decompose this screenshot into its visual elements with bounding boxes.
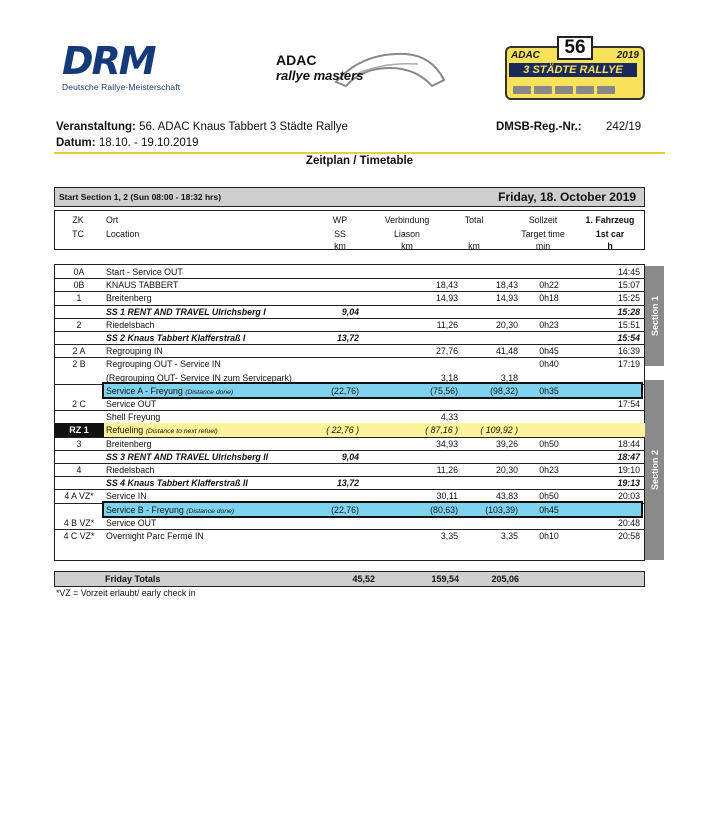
cell-total: 18,43: [495, 280, 518, 291]
table-row: [54, 278, 645, 291]
totals-ss: 45,52: [352, 574, 375, 584]
col-tc: TC: [72, 229, 84, 239]
cell-first: 17:19: [617, 359, 640, 370]
cell-target: 0h45: [539, 346, 559, 357]
cell-liason: 18,43: [435, 280, 458, 291]
cell-ss: 13,72: [336, 333, 359, 343]
cell-first: 19:10: [617, 465, 640, 475]
cell-ss: 13,72: [336, 478, 359, 489]
cell-total: ( 109,92 ): [480, 425, 518, 436]
cell-tc: 4 A VZ*: [64, 491, 94, 502]
adac-text: ADAC: [276, 52, 317, 68]
cell-location: Start - Service OUT: [106, 267, 183, 277]
cell-location: SS 3 RENT AND TRAVEL Ulrichsberg II: [106, 451, 269, 462]
cell-first: 20:03: [617, 491, 640, 502]
section-2-tab: [645, 380, 664, 560]
date-label: Datum:: [56, 137, 96, 149]
table-row: [54, 437, 645, 450]
cell-total: 3,18: [500, 372, 518, 383]
cell-tc: 2 A: [72, 346, 86, 357]
cell-location: Riedelsbach: [106, 465, 155, 475]
table-row: [54, 516, 645, 529]
cell-first: 15:07: [617, 280, 640, 291]
reg-value: 242/19: [606, 121, 642, 133]
cell-location: SS 1 RENT AND TRAVEL Ulrichsberg I: [106, 306, 266, 317]
cell-location: SS 2 Knaus Tabbert Klafferstraß I: [106, 333, 246, 343]
section-bar: [54, 187, 645, 207]
col-target: Target time: [521, 229, 565, 239]
col-ort: Ort: [106, 215, 119, 225]
cell-target: 0h35: [539, 385, 559, 396]
cell-first: 20:48: [617, 517, 640, 528]
cell-target: 0h40: [539, 359, 559, 370]
col-wp: WP: [332, 215, 348, 225]
cell-liason: ( 87,16 ): [425, 425, 458, 436]
cell-tc: 4 B VZ*: [63, 517, 95, 528]
event-line: [56, 121, 348, 133]
drm-logo: [62, 39, 182, 92]
cell-location: Regrouping OUT - Service IN: [106, 359, 221, 370]
col-h: h: [607, 241, 613, 251]
cell-location-wrap: [106, 505, 234, 515]
cell-target: 0h50: [539, 491, 559, 502]
cell-location: Breitenberg: [106, 438, 152, 449]
cell-first: 15:51: [617, 319, 640, 330]
cell-first: 18:44: [617, 438, 640, 449]
cell-location: Service B - Freyung: [106, 504, 184, 515]
table-row: [54, 489, 645, 502]
cell-location: Overnight Parc Fermé IN: [106, 531, 204, 541]
rallye-badge-name: 3 STÄDTE RALLYE: [509, 63, 637, 77]
cell-location: Refueling: [106, 425, 144, 436]
table-row: [54, 331, 645, 344]
col-sollzeit: Sollzeit: [528, 215, 558, 225]
footnote: *VZ = Vorzeit erlaubt/ early check in: [56, 588, 196, 598]
cell-location: Service A - Freyung: [106, 385, 183, 396]
table-row: [104, 423, 645, 436]
section-bar-date: Friday, 18. October 2019: [498, 190, 636, 204]
adac-rallye-masters-logo: [270, 46, 450, 96]
cell-liason: 11,26: [436, 465, 458, 475]
cell-location: Service OUT: [106, 517, 157, 528]
col-zk: ZK: [72, 215, 84, 225]
cell-first: 17:54: [617, 399, 640, 409]
cell-location-note: (Distance done): [185, 388, 234, 396]
cell-total: 43,83: [495, 491, 518, 502]
cell-liason: 27,76: [435, 346, 458, 357]
cell-total: (103,39): [485, 504, 518, 515]
cell-liason: (80,63): [430, 504, 458, 515]
cell-ss: ( 22,76 ): [326, 425, 359, 436]
table-row: [54, 463, 645, 476]
rallye-number: 56: [557, 36, 593, 60]
table-row: [54, 291, 645, 304]
cell-ss: 9,04: [341, 451, 359, 462]
cell-target: 0h50: [539, 438, 559, 449]
table-row: [54, 450, 645, 463]
col-km3: km: [468, 241, 480, 251]
cell-target: 0h23: [539, 465, 559, 475]
col-total: Total: [464, 215, 484, 225]
col-verbindung: Verbindung: [384, 215, 430, 225]
reg-label: DMSB-Reg.-Nr.:: [496, 121, 582, 133]
cell-tc: 0A: [73, 267, 85, 277]
cell-tc: 2 B: [72, 359, 86, 370]
rallye-badge-year: 2019: [616, 50, 639, 61]
cell-location: SS 4 Knaus Tabbert Klafferstraß II: [106, 478, 248, 489]
cell-total: 39,26: [495, 438, 518, 449]
yellow-divider: [54, 152, 665, 154]
cell-liason: 4,33: [440, 412, 458, 423]
rallye-badge-adac: ADAC: [511, 50, 540, 61]
cell-first: 14:45: [617, 267, 640, 277]
cell-liason: 34,93: [435, 438, 458, 449]
cell-total: 20,30: [495, 319, 518, 330]
cell-liason: 14,93: [435, 293, 458, 304]
cell-ss: (22,76): [331, 504, 359, 515]
event-value: 56. ADAC Knaus Tabbert 3 Städte Rallye: [139, 121, 348, 133]
cell-tc: 2 C: [72, 399, 86, 409]
date-line: [56, 137, 199, 149]
date-value: 18.10. - 19.10.2019: [98, 137, 199, 149]
cell-target: 0h22: [539, 280, 559, 291]
cell-total: (98,32): [490, 385, 518, 396]
section-2-label: Section 2: [649, 449, 660, 491]
cell-tc: 1: [76, 293, 82, 304]
cell-first: 15:25: [617, 293, 640, 304]
table-row: [54, 410, 645, 423]
3-staedte-rallye-logo: [505, 36, 645, 100]
event-label: Veranstaltung:: [56, 121, 136, 133]
cell-target: 0h10: [539, 531, 559, 541]
table-row: [54, 344, 645, 357]
cell-liason: 30,11: [436, 491, 458, 502]
cell-liason: 3,18: [440, 372, 458, 383]
table-row: [54, 476, 645, 489]
cell-location: Breitenberg: [106, 293, 152, 304]
cell-location-note: (Distance done): [186, 507, 235, 515]
table-row: [54, 318, 645, 331]
friday-totals-row: [54, 571, 645, 587]
col-ss: SS: [334, 229, 346, 239]
table-row: [104, 384, 641, 397]
col-km1: km: [334, 241, 346, 251]
refuel-zone-badge: RZ 1: [54, 423, 104, 436]
table-row: [54, 529, 645, 542]
col-km2: km: [401, 241, 413, 251]
totals-total: 205,06: [491, 574, 519, 584]
drm-logo-subtitle: Deutsche Rallye-Meisterschaft: [62, 82, 181, 92]
cell-first: 19:13: [617, 478, 640, 489]
cell-total: 14,93: [495, 293, 518, 304]
section-1-tab: [645, 266, 664, 366]
page-title: Zeitplan / Timetable: [305, 155, 414, 167]
col-liason: Liason: [394, 229, 420, 239]
rallye-masters-text: rallye masters: [276, 68, 364, 83]
cell-tc: 4: [76, 465, 82, 475]
col-firstcar: 1st car: [595, 229, 625, 239]
col-location: Location: [106, 229, 140, 239]
cell-liason: (75,56): [430, 385, 458, 396]
cell-location: Service OUT: [106, 399, 157, 409]
table-row: [104, 503, 641, 516]
cell-first: 16:39: [617, 346, 640, 357]
col-min: min: [535, 241, 551, 251]
table-row: [54, 305, 645, 318]
reg-line: [496, 121, 582, 133]
totals-liason: 159,54: [431, 574, 459, 584]
cell-location-wrap: [106, 425, 218, 435]
cell-location: Riedelsbach: [106, 319, 155, 330]
table-row: [54, 357, 645, 370]
table-row: [54, 265, 645, 278]
section-1-label: Section 1: [649, 295, 660, 337]
cell-location-note: (Distance to next refuel): [145, 428, 218, 436]
cell-first: 15:28: [617, 306, 640, 317]
drm-logo-mark: DRM: [62, 39, 155, 83]
cell-location: Regrouping IN: [106, 346, 163, 357]
cell-location-wrap: [106, 386, 233, 396]
cell-total: 20,30: [495, 465, 518, 475]
cell-tc: 4 C VZ*: [63, 531, 95, 541]
cell-total: 3,35: [500, 531, 518, 541]
cell-location: (Regrouping OUT- Service IN zum Servicepark): [106, 372, 292, 383]
cell-first: 18:47: [617, 451, 640, 462]
totals-label: Friday Totals: [105, 574, 161, 584]
sponsor-logos: [513, 81, 637, 93]
cell-first: 15:54: [617, 333, 640, 343]
col-first: 1. Fahrzeug: [585, 215, 635, 225]
cell-target: 0h45: [539, 504, 559, 515]
cell-location: KNAUS TABBERT: [106, 280, 179, 291]
table-row: [54, 371, 645, 384]
cell-location: Service IN: [106, 491, 147, 502]
cell-target: 0h18: [539, 293, 559, 304]
cell-location: Shell Freyung: [106, 412, 161, 423]
cell-tc: 2: [76, 319, 82, 330]
cell-liason: 3,35: [440, 531, 458, 541]
cell-liason: 11,26: [436, 319, 458, 330]
cell-total: 41,48: [495, 346, 518, 357]
cell-ss: (22,76): [331, 385, 359, 396]
cell-target: 0h23: [539, 319, 559, 330]
cell-first: 20:58: [617, 531, 640, 541]
section-bar-left: Start Section 1, 2 (Sun 08:00 - 18:32 hrs): [59, 192, 222, 202]
cell-tc: 3: [76, 438, 82, 449]
table-row: [54, 397, 645, 410]
cell-tc: 0B: [73, 280, 85, 291]
cell-ss: 9,04: [341, 306, 359, 317]
